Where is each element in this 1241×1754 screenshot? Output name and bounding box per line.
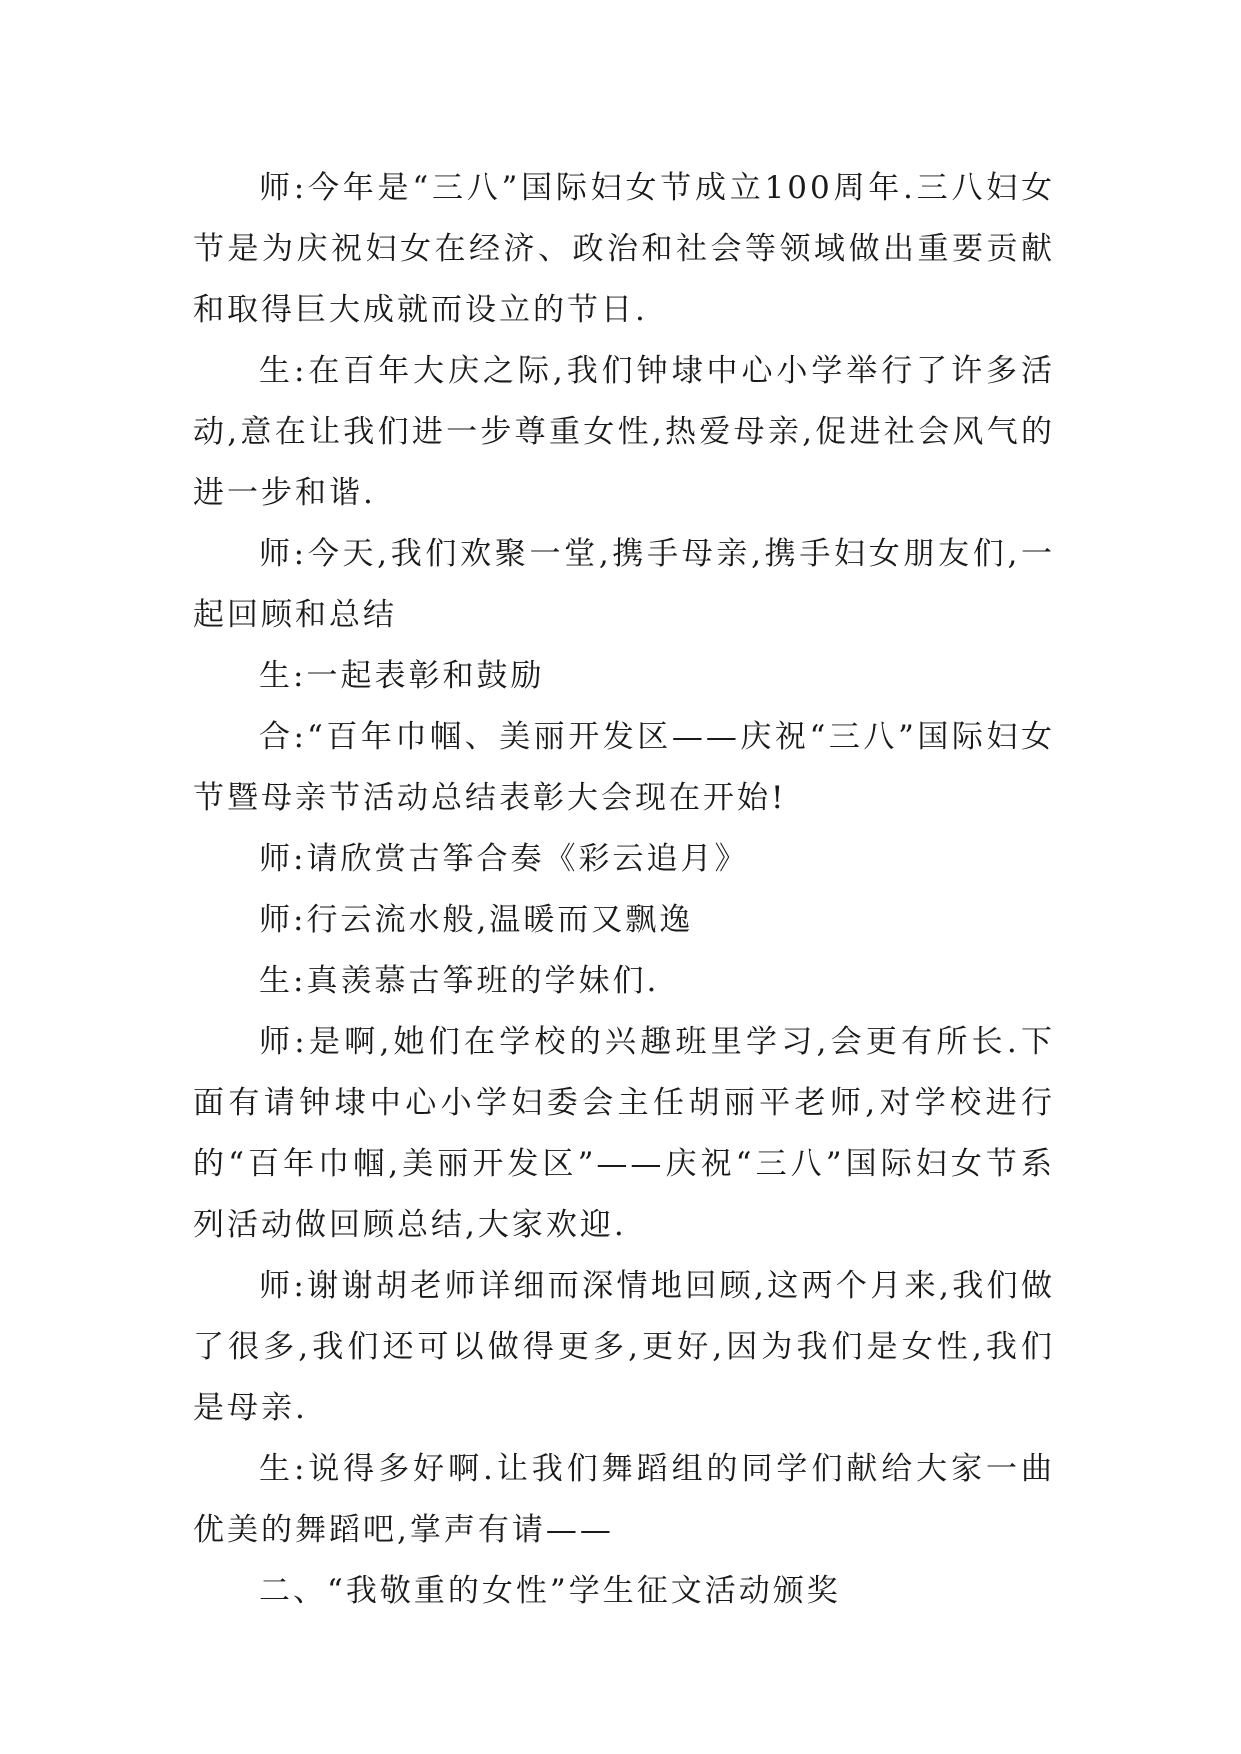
paragraph-student-activities: 生:在百年大庆之际,我们钟埭中心小学举行了许多活动,意在让我们进一步尊重女性,热爱母亲,促进社会风气的进一步和谐. — [193, 353, 1055, 511]
paragraph-teacher-guzheng: 师:请欣赏古筝合奏《彩云追月》 — [259, 841, 749, 877]
section-heading-essay-award: 二、“我敬重的女性”学生征文活动颁奖 — [259, 1573, 841, 1609]
paragraph-student-dance: 生:说得多好啊.让我们舞蹈组的同学们献给大家一曲优美的舞蹈吧,掌声有请—— — [193, 1451, 1055, 1548]
paragraph-together-opening: 合:“百年巾帼、美丽开发区——庆祝“三八”国际妇女节暨母亲节活动总结表彰大会现在开始! — [193, 719, 1055, 816]
paragraph-student-commend: 生:一起表彰和鼓励 — [259, 658, 545, 694]
paragraph-student-envy: 生:真羡慕古筝班的学妹们. — [259, 963, 660, 999]
paragraph-teacher-comment: 师:行云流水般,温暖而又飘逸 — [259, 902, 694, 938]
paragraph-teacher-thanks: 师:谢谢胡老师详细而深情地回顾,这两个月来,我们做了很多,我们还可以做得更多,更好,因为我们是女性,我们是母亲. — [193, 1268, 1055, 1426]
document-body — [193, 158, 1055, 1622]
paragraph-teacher-summary-invite: 师:是啊,她们在学校的兴趣班里学习,会更有所长.下面有请钟埭中心小学妇委会主任胡丽平老师,对学校进行的“百年巾帼,美丽开发区”——庆祝“三八”国际妇女节系列活动做回顾总结,大家欢迎. — [193, 1024, 1055, 1243]
paragraph-teacher-intro: 师:今年是“三八”国际妇女节成立100周年.三八妇女节是为庆祝妇女在经济、政治和社会等领域做出重要贡献和取得巨大成就而设立的节日. — [193, 170, 1055, 328]
paragraph-teacher-gathering: 师:今天,我们欢聚一堂,携手母亲,携手妇女朋友们,一起回顾和总结 — [193, 536, 1055, 633]
